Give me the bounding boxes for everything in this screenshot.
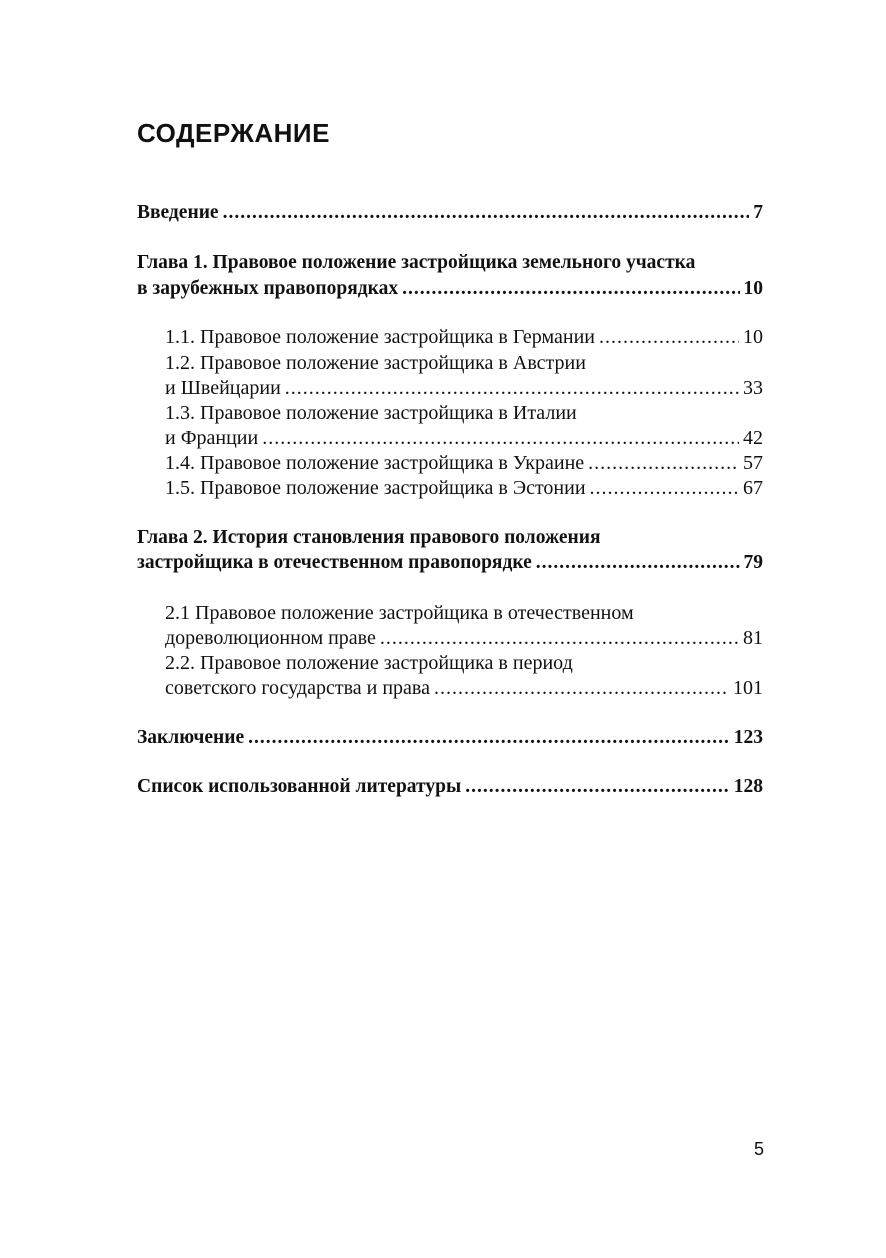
- page-number: 5: [753, 1139, 764, 1159]
- toc-page-number: 101: [733, 677, 763, 699]
- toc-entry-text: застройщика в отечественном правопорядке: [137, 552, 532, 573]
- toc-entry-text: 2.1 Правовое положение застройщика в отечественном: [165, 602, 634, 624]
- toc-entry-section-1-3[interactable]: [165, 426, 763, 450]
- toc-page-number: 10: [743, 278, 763, 299]
- toc-entry-text: и Швейцарии: [165, 377, 281, 399]
- toc-entry-section-2-1[interactable]: [165, 626, 763, 650]
- toc-entry-section-2-1-line1[interactable]: [165, 601, 763, 625]
- toc-page-number: 57: [743, 452, 763, 474]
- toc-entry-introduction[interactable]: [137, 201, 763, 225]
- toc-entry-section-1-3-line1[interactable]: [165, 401, 763, 425]
- dot-leader: [536, 551, 740, 575]
- toc-entry-section-1-2-line1[interactable]: [165, 351, 763, 375]
- dot-leader: [599, 325, 739, 349]
- toc-entry-chapter-2-line1[interactable]: [137, 526, 763, 550]
- dot-leader: [588, 451, 739, 475]
- toc-entry-text: советского государства и права: [165, 677, 430, 699]
- toc-entry-text: 1.3. Правовое положение застройщика в Италии: [165, 402, 577, 424]
- toc-page-number: 81: [743, 627, 763, 649]
- toc-entry-section-1-2[interactable]: [165, 376, 763, 400]
- toc-page-number: 7: [753, 202, 763, 223]
- page-title: СОДЕРЖАНИЕ: [137, 118, 330, 148]
- toc-entry-section-1-4[interactable]: [165, 451, 763, 475]
- toc-entry-bibliography[interactable]: [137, 775, 763, 799]
- toc-entry-text: Глава 1. Правовое положение застройщика земельного участка: [137, 252, 696, 273]
- dot-leader: [380, 626, 739, 650]
- toc-entry-text: 1.2. Правовое положение застройщика в Австрии: [165, 352, 586, 374]
- toc-entry-text: Заключение: [137, 727, 245, 748]
- toc-entry-text: 2.2. Правовое положение застройщика в период: [165, 652, 573, 674]
- toc-page-number: 33: [743, 377, 763, 399]
- toc-entry-text: Список использованной литературы: [137, 776, 462, 797]
- dot-leader: [590, 476, 739, 500]
- toc-entry-text: 1.1. Правовое положение застройщика в Германии: [165, 326, 595, 348]
- toc-entry-section-1-5[interactable]: [165, 476, 763, 500]
- toc-page-number: 10: [743, 326, 763, 348]
- toc-page-number: 42: [743, 427, 763, 449]
- toc-entry-text: 1.4. Правовое положение застройщика в Украине: [165, 452, 585, 474]
- toc-entry-chapter-2[interactable]: [137, 551, 763, 575]
- dot-leader: [465, 775, 730, 799]
- toc-entry-text: в зарубежных правопорядках: [137, 278, 399, 299]
- dot-leader: [434, 676, 729, 700]
- toc-entry-section-1-1[interactable]: [165, 325, 763, 349]
- toc-entry-chapter-1-line1[interactable]: [137, 251, 763, 275]
- dot-leader: [262, 426, 739, 450]
- toc-entry-text: Введение: [137, 202, 219, 223]
- dot-leader: [248, 726, 730, 750]
- dot-leader: [402, 277, 739, 301]
- toc-entry-section-2-2-line1[interactable]: [165, 651, 763, 675]
- toc-entry-text: дореволюционном праве: [165, 627, 376, 649]
- toc-entry-text: и Франции: [165, 427, 259, 449]
- toc-page-number: 123: [733, 727, 763, 748]
- toc-entry-chapter-1[interactable]: [137, 277, 763, 301]
- dot-leader: [223, 201, 750, 225]
- dot-leader: [285, 376, 739, 400]
- toc-page-number: 128: [733, 776, 763, 797]
- toc-page-number: 67: [743, 477, 763, 499]
- toc-page-number: 79: [743, 552, 763, 573]
- toc-entry-section-2-2[interactable]: [165, 676, 763, 700]
- toc-entry-text: Глава 2. История становления правового положения: [137, 527, 601, 548]
- toc-entry-text: 1.5. Правовое положение застройщика в Эстонии: [165, 477, 586, 499]
- toc-entry-conclusion[interactable]: [137, 726, 763, 750]
